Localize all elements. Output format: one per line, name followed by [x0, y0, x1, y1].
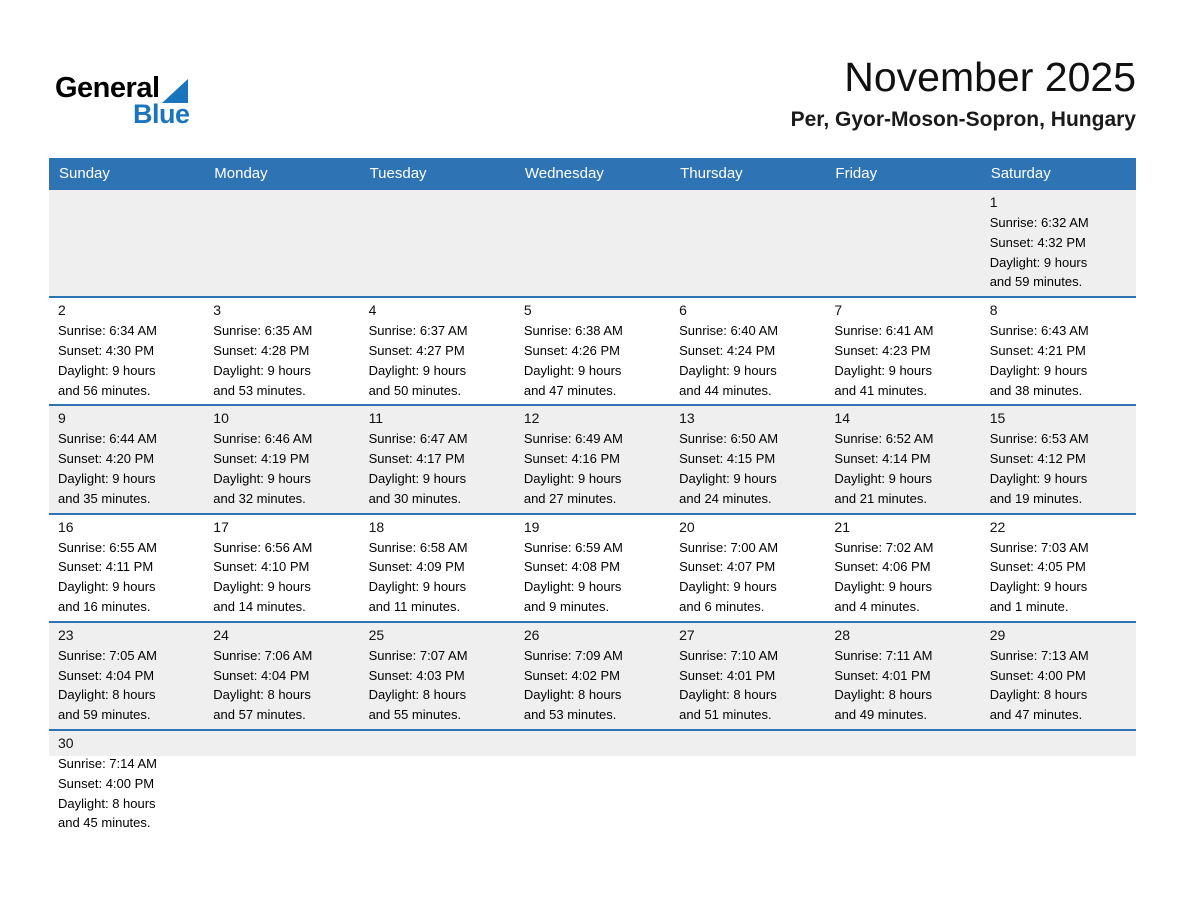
day-detail-line: and 45 minutes. — [58, 815, 151, 831]
day-detail-line: Daylight: 9 hours — [989, 470, 1088, 486]
day-cell-14 — [825, 406, 980, 512]
day-detail-line: Daylight: 9 hours — [523, 579, 622, 595]
day-detail-line: Daylight: 9 hours — [989, 579, 1088, 595]
day-cell-8 — [981, 298, 1136, 404]
week-row-1 — [49, 188, 1136, 296]
day-detail-line: and 53 minutes. — [213, 382, 306, 398]
calendar-body — [49, 188, 1136, 837]
day-detail-line: Sunset: 4:06 PM — [834, 559, 931, 575]
day-cell-empty — [204, 190, 359, 296]
day-detail-line: Sunrise: 6:52 AM — [834, 431, 934, 447]
day-number: 7 — [834, 302, 843, 319]
day-number: 29 — [989, 626, 1006, 643]
day-detail-line: Sunrise: 6:46 AM — [213, 431, 313, 447]
day-number: 13 — [679, 410, 695, 427]
day-detail-line: Daylight: 8 hours — [523, 687, 622, 703]
logo-text-blue: Blue — [133, 99, 190, 129]
weekday-monday: Monday — [214, 164, 268, 182]
day-detail-line: Daylight: 9 hours — [58, 579, 156, 595]
day-detail-line: Sunrise: 7:13 AM — [989, 647, 1089, 663]
day-detail-line: Sunset: 4:23 PM — [834, 342, 931, 358]
weekday-tuesday: Tuesday — [369, 164, 427, 182]
day-number: 3 — [213, 302, 222, 319]
day-cell-12 — [515, 406, 670, 512]
day-detail-line: Sunset: 4:26 PM — [523, 342, 620, 358]
day-detail-line: Daylight: 8 hours — [368, 687, 467, 703]
page-header — [0, 0, 1188, 158]
day-detail-line: Daylight: 9 hours — [834, 579, 932, 595]
day-cell-11 — [360, 406, 515, 512]
day-cell-16 — [49, 515, 204, 621]
weekday-sunday: Sunday — [59, 164, 110, 182]
day-detail-line: Daylight: 9 hours — [523, 470, 622, 486]
day-cell-empty — [825, 190, 980, 296]
day-detail-line: Daylight: 9 hours — [523, 362, 622, 378]
day-detail-line: Sunrise: 6:59 AM — [523, 539, 623, 555]
day-detail-line: Daylight: 9 hours — [368, 362, 467, 378]
day-detail-line: Sunrise: 6:43 AM — [989, 323, 1089, 339]
day-detail-line: Daylight: 9 hours — [58, 470, 156, 486]
day-number: 27 — [679, 626, 695, 643]
day-detail-line: and 27 minutes. — [523, 490, 617, 506]
day-detail-line: Sunset: 4:09 PM — [368, 559, 465, 575]
day-detail-line: Sunset: 4:27 PM — [368, 342, 465, 358]
week-row-5 — [49, 621, 1136, 729]
day-number: 30 — [58, 734, 74, 751]
day-detail-line: Daylight: 9 hours — [989, 254, 1088, 270]
weekday-friday: Friday — [835, 164, 878, 182]
day-detail-line: Sunrise: 7:14 AM — [58, 755, 157, 771]
day-detail-line: and 4 minutes. — [834, 598, 920, 614]
week-row-2 — [49, 296, 1136, 404]
day-cell-empty — [981, 731, 1136, 837]
day-detail-line: and 32 minutes. — [213, 490, 306, 506]
day-detail-line: Sunset: 4:19 PM — [213, 451, 310, 467]
day-detail-line: and 44 minutes. — [679, 382, 772, 398]
day-detail-line: Sunrise: 7:05 AM — [58, 647, 157, 663]
day-detail-line: Sunset: 4:07 PM — [679, 559, 776, 575]
day-detail-line: Sunrise: 6:38 AM — [523, 323, 623, 339]
day-detail-line: Daylight: 9 hours — [989, 362, 1088, 378]
day-detail-line: Sunrise: 7:07 AM — [368, 647, 468, 663]
day-detail-line: and 57 minutes. — [213, 707, 306, 723]
day-cell-23 — [49, 623, 204, 729]
day-detail-line: Sunrise: 7:00 AM — [679, 539, 779, 555]
day-number: 19 — [523, 518, 540, 535]
title-block — [791, 54, 1136, 132]
day-detail-line: and 21 minutes. — [834, 490, 927, 506]
day-detail-line: Daylight: 9 hours — [679, 470, 777, 486]
day-detail-line: Sunset: 4:28 PM — [213, 342, 310, 358]
day-cell-29 — [981, 623, 1136, 729]
day-number: 6 — [679, 302, 687, 319]
day-cell-13 — [670, 406, 825, 512]
day-cell-7 — [825, 298, 980, 404]
day-detail-line: Daylight: 9 hours — [213, 362, 311, 378]
day-detail-line: and 24 minutes. — [679, 490, 772, 506]
day-cell-3 — [204, 298, 359, 404]
day-detail-line: Sunrise: 6:47 AM — [368, 431, 468, 447]
weekday-thursday: Thursday — [680, 164, 743, 182]
day-cell-27 — [670, 623, 825, 729]
day-number: 1 — [989, 194, 998, 210]
day-cell-24 — [204, 623, 359, 729]
day-cell-empty — [360, 190, 515, 296]
day-detail-line: Sunrise: 6:35 AM — [213, 323, 313, 339]
day-detail-line: Sunset: 4:04 PM — [213, 667, 310, 683]
weekday-wednesday: Wednesday — [524, 164, 604, 182]
day-detail-line: Sunrise: 6:58 AM — [368, 539, 468, 555]
general-blue-logo — [55, 74, 190, 128]
day-detail-line: and 6 minutes. — [679, 598, 765, 614]
day-number: 24 — [213, 626, 229, 643]
day-detail-line: Sunset: 4:20 PM — [58, 451, 155, 467]
day-detail-line: Sunset: 4:24 PM — [679, 342, 776, 358]
week-row-3 — [49, 404, 1136, 512]
day-cell-9 — [49, 406, 204, 512]
week-row-4 — [49, 513, 1136, 621]
day-detail-line: Daylight: 8 hours — [213, 687, 311, 703]
day-detail-line: and 59 minutes. — [989, 274, 1083, 290]
day-detail-line: Sunrise: 6:32 AM — [989, 215, 1089, 230]
day-number: 12 — [523, 410, 540, 427]
day-number: 8 — [989, 302, 998, 319]
day-detail-line: Daylight: 9 hours — [679, 579, 777, 595]
day-detail-line: and 16 minutes. — [58, 598, 151, 614]
day-number: 5 — [523, 302, 532, 319]
day-detail-line: Sunset: 4:15 PM — [679, 451, 776, 467]
day-detail-line: Sunset: 4:11 PM — [58, 559, 154, 575]
day-cell-empty — [360, 731, 515, 837]
day-number: 25 — [368, 626, 385, 643]
day-detail-line: Daylight: 9 hours — [368, 579, 467, 595]
day-detail-line: Daylight: 9 hours — [213, 470, 311, 486]
day-cell-5 — [515, 298, 670, 404]
day-detail-line: Sunrise: 7:11 AM — [834, 647, 933, 663]
logo-text-general: General — [55, 72, 160, 104]
day-cell-empty — [670, 731, 825, 837]
day-detail-line: Daylight: 8 hours — [679, 687, 777, 703]
day-cell-empty — [825, 731, 980, 837]
day-detail-line: Sunrise: 6:56 AM — [213, 539, 313, 555]
day-detail-line: Sunset: 4:17 PM — [368, 451, 465, 467]
day-detail-line: Daylight: 9 hours — [368, 470, 467, 486]
day-detail-line: Sunrise: 6:40 AM — [679, 323, 779, 339]
day-number: 10 — [213, 410, 229, 427]
day-detail-line: and 9 minutes. — [523, 598, 610, 614]
day-detail-line: Sunset: 4:30 PM — [58, 342, 155, 358]
day-detail-line: Daylight: 8 hours — [989, 687, 1088, 703]
day-cell-28 — [825, 623, 980, 729]
day-detail-line: Sunset: 4:01 PM — [834, 667, 931, 683]
day-detail-line: Sunset: 4:14 PM — [834, 451, 931, 467]
day-number: 14 — [834, 410, 850, 427]
day-detail-line: Sunrise: 6:53 AM — [989, 431, 1089, 447]
day-detail-line: Sunrise: 7:02 AM — [834, 539, 934, 555]
day-detail-line: Daylight: 9 hours — [679, 362, 777, 378]
day-cell-26 — [515, 623, 670, 729]
day-detail-line: Sunset: 4:02 PM — [523, 667, 620, 683]
day-detail-line: Daylight: 9 hours — [213, 579, 311, 595]
day-detail-line: and 56 minutes. — [58, 382, 151, 398]
day-detail-line: Sunrise: 6:41 AM — [834, 323, 934, 339]
day-detail-line: Sunrise: 6:44 AM — [58, 431, 157, 447]
day-detail-line: Daylight: 9 hours — [834, 470, 932, 486]
day-cell-6 — [670, 298, 825, 404]
day-detail-line: and 14 minutes. — [213, 598, 306, 614]
day-detail-line: and 49 minutes. — [834, 707, 927, 723]
day-cell-2 — [49, 298, 204, 404]
day-detail-line: Sunset: 4:00 PM — [989, 667, 1086, 683]
day-detail-line: Sunset: 4:16 PM — [523, 451, 620, 467]
day-detail-line: and 38 minutes. — [989, 382, 1083, 398]
day-detail-line: Sunset: 4:01 PM — [679, 667, 776, 683]
weekday-saturday: Saturday — [990, 164, 1051, 182]
day-detail-line: and 59 minutes. — [58, 707, 151, 723]
day-cell-25 — [360, 623, 515, 729]
week-row-6 — [49, 729, 1136, 837]
day-cell-20 — [670, 515, 825, 621]
day-detail-line: Daylight: 8 hours — [834, 687, 932, 703]
day-cell-1 — [981, 190, 1136, 296]
day-detail-line: and 19 minutes. — [989, 490, 1083, 506]
day-detail-line: Sunset: 4:32 PM — [989, 234, 1086, 250]
day-detail-line: Sunset: 4:10 PM — [213, 559, 310, 575]
day-detail-line: and 51 minutes. — [679, 707, 772, 723]
day-number: 15 — [989, 410, 1006, 427]
day-detail-line: and 47 minutes. — [989, 707, 1083, 723]
day-number: 11 — [368, 410, 384, 427]
day-detail-line: Daylight: 8 hours — [58, 795, 156, 811]
day-detail-line: Sunset: 4:00 PM — [58, 775, 155, 791]
day-detail-line: Sunset: 4:04 PM — [58, 667, 155, 683]
day-number: 22 — [989, 518, 1006, 535]
day-detail-line: and 47 minutes. — [523, 382, 617, 398]
day-detail-line: Sunrise: 6:49 AM — [523, 431, 623, 447]
day-detail-line: Sunrise: 7:09 AM — [523, 647, 623, 663]
day-detail-line: Sunrise: 6:37 AM — [368, 323, 468, 339]
day-detail-line: and 55 minutes. — [368, 707, 462, 723]
day-detail-line: Sunrise: 7:03 AM — [989, 539, 1089, 555]
day-number: 20 — [679, 518, 695, 535]
day-detail-line: and 50 minutes. — [368, 382, 462, 398]
day-detail-line: Daylight: 9 hours — [58, 362, 156, 378]
day-detail-line: Sunset: 4:21 PM — [989, 342, 1086, 358]
calendar — [49, 158, 1136, 837]
day-detail-line: Sunset: 4:03 PM — [368, 667, 465, 683]
day-cell-30 — [49, 731, 204, 837]
day-cell-empty — [204, 731, 359, 837]
day-detail-line: and 11 minutes. — [368, 598, 461, 614]
day-cell-empty — [670, 190, 825, 296]
day-detail-line: Sunrise: 7:06 AM — [213, 647, 313, 663]
day-detail-line: and 53 minutes. — [523, 707, 617, 723]
day-detail-line: Sunset: 4:12 PM — [989, 451, 1086, 467]
day-detail-line: Sunrise: 6:55 AM — [58, 539, 157, 555]
day-number: 26 — [523, 626, 540, 643]
day-cell-15 — [981, 406, 1136, 512]
day-cell-10 — [204, 406, 359, 512]
day-cell-empty — [515, 190, 670, 296]
day-detail-line: and 1 minute. — [989, 598, 1069, 614]
day-number: 23 — [58, 626, 74, 643]
day-cell-empty — [515, 731, 670, 837]
day-number: 18 — [368, 518, 385, 535]
day-detail-line: Sunset: 4:05 PM — [989, 559, 1086, 575]
day-number: 21 — [834, 518, 850, 535]
day-detail-line: and 41 minutes. — [834, 382, 927, 398]
day-detail-line: Sunrise: 7:10 AM — [679, 647, 779, 663]
day-cell-4 — [360, 298, 515, 404]
day-number: 16 — [58, 518, 74, 535]
day-cell-21 — [825, 515, 980, 621]
day-cell-empty — [49, 190, 204, 296]
day-number: 9 — [58, 410, 66, 427]
day-cell-22 — [981, 515, 1136, 621]
day-cell-19 — [515, 515, 670, 621]
day-detail-line: and 35 minutes. — [58, 490, 151, 506]
day-cell-17 — [204, 515, 359, 621]
day-detail-line: Daylight: 8 hours — [58, 687, 156, 703]
day-detail-line: Sunrise: 6:50 AM — [679, 431, 779, 447]
day-cell-18 — [360, 515, 515, 621]
day-detail-line: Sunset: 4:08 PM — [523, 559, 620, 575]
day-number: 17 — [213, 518, 229, 535]
weekday-header-row — [49, 158, 1136, 188]
day-number: 2 — [58, 302, 66, 319]
month-title: November 2025 — [844, 54, 1136, 100]
day-number: 28 — [834, 626, 850, 643]
day-detail-line: and 30 minutes. — [368, 490, 462, 506]
location-subtitle: Per, Gyor-Moson-Sopron, Hungary — [790, 108, 1136, 131]
day-number: 4 — [368, 302, 377, 319]
day-detail-line: Daylight: 9 hours — [834, 362, 932, 378]
day-detail-line: Sunrise: 6:34 AM — [58, 323, 157, 339]
